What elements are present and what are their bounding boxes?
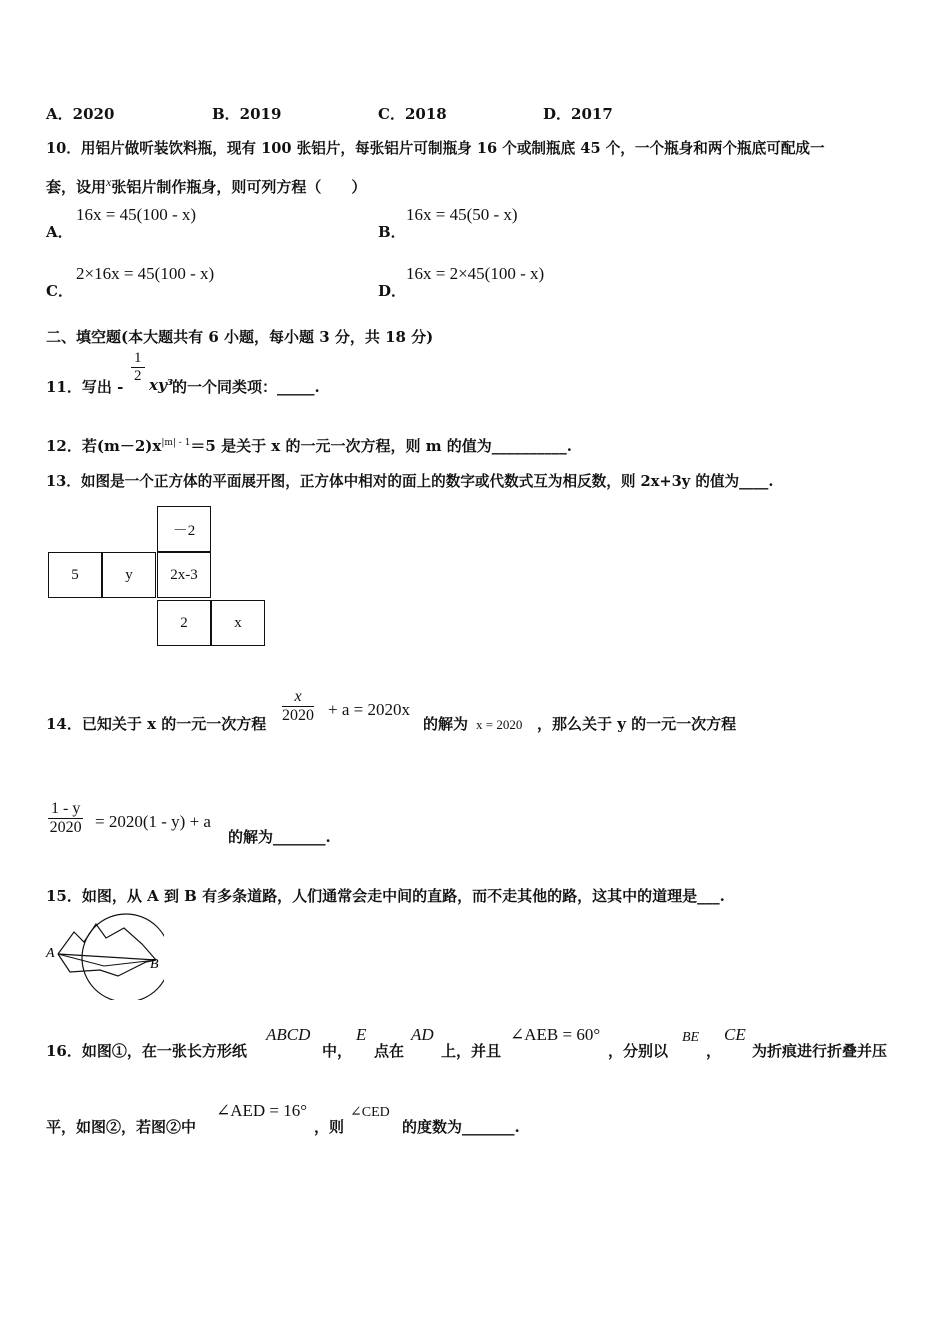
q16-p1: 16．如图①，在一张长方形纸 [46, 1042, 247, 1060]
section-title: 二、填空题(本大题共有 6 小题，每小题 3 分，共 18 分) [46, 328, 434, 346]
q9-option-b: B．2019 [212, 105, 282, 123]
q16-p4: 上，并且 [441, 1042, 502, 1060]
q14-suffix: ，那么关于 y 的一元一次方程 [537, 715, 737, 733]
q16-p3: 点在 [374, 1042, 405, 1060]
q16-p7: 为折痕进行折叠并压 [752, 1042, 888, 1060]
q11-suffix: 的一个同类项：_____. [172, 378, 320, 396]
q14-fraction-2: $\frac{1 - y}{2020}$ [49, 800, 82, 836]
q14-prefix: 14．已知关于 x 的一元一次方程 [46, 715, 267, 733]
q10-option-b-label: B． [378, 223, 406, 241]
q11-fraction: $\frac{1}{2}$ [131, 350, 145, 385]
q14-fraction: $\frac{x}{2020}$ [282, 688, 314, 724]
label-a: A [46, 946, 55, 961]
path-diagram [44, 910, 164, 1000]
q16-abcd: ABCD [266, 1025, 311, 1044]
q16-p8: 平，如图②，若图②中 [46, 1118, 197, 1136]
q10-stem-line1: 10．用铝片做听装饮料瓶，现有 100 张铝片，每张铝片可制瓶身 16 个或制瓶底 45 个，一个瓶身和两个瓶底可配成一 [46, 140, 825, 157]
q9-option-c: C．2018 [378, 105, 447, 123]
q9-option-a: A．2020 [46, 105, 115, 123]
q14-equation2-rest: = 2020(1 - y) + a [95, 812, 211, 831]
q16-p2: 中， [322, 1042, 353, 1060]
q16-angle3: ∠CED [350, 1105, 390, 1120]
straight-path [58, 954, 156, 960]
q10-option-a-equation: 16x = 45(100 - x) [76, 205, 197, 224]
q16-p6: ， [706, 1042, 722, 1060]
q14-end: 的解为_______. [228, 828, 331, 846]
q16-be: BE [682, 1030, 700, 1045]
net-cell-3: 2x-3 [157, 552, 211, 598]
net-cell-bottom-2: x [211, 600, 265, 646]
q9-option-d: D．2017 [543, 105, 613, 123]
q16-p9: ，则 [314, 1118, 345, 1136]
q16-e: E [356, 1025, 367, 1044]
q10-stem-line2: 套，设用$^x$张铝片制作瓶身，则可列方程（ ） [46, 175, 367, 196]
q10-variable-x: x [106, 175, 112, 189]
net-cell-bottom-1: 2 [157, 600, 211, 646]
q10-option-d-equation: 16x = 2×45(100 - x) [406, 264, 545, 283]
net-cell-top: －2 [157, 506, 211, 552]
q16-angle2: ∠AED = 16° [216, 1101, 308, 1120]
q15-text: 15．如图，从 A 到 B 有多条道路，人们通常会走中间的直路，而不走其他的路，这其中的道理是___. [46, 887, 725, 905]
net-cell-1: 5 [48, 552, 102, 598]
q14-mid: 的解为 [423, 715, 469, 733]
q14-solution: x = 2020 [476, 717, 523, 732]
label-b: B [150, 957, 159, 972]
q16-angle1: ∠AEB = 60° [510, 1025, 601, 1044]
q10-option-b-equation: 16x = 45(50 - x) [406, 205, 518, 224]
q16-ad: AD [411, 1025, 434, 1044]
q10-option-a-label: A． [46, 223, 73, 241]
q10-option-d-label: D． [378, 282, 407, 300]
q12-text: 12．若$(m-2)x^{|m| - 1}=5$ 是关于 x 的一元一次方程，则 m 的值为__________. [46, 437, 573, 455]
q13-text: 13．如图是一个正方体的平面展开图，正方体中相对的面上的数字或代数式互为相反数，则 2x+3y 的值为____. [46, 473, 774, 490]
q16-ce: CE [724, 1025, 746, 1044]
q10-option-c-label: C． [46, 282, 73, 300]
net-cell-2: y [102, 552, 156, 598]
q14-equation-rest: + a = 2020x [328, 700, 410, 719]
q11-term: xy³ [149, 376, 174, 394]
q10-option-c-equation: 2×16x = 45(100 - x) [76, 264, 215, 283]
q16-p10: 的度数为_______. [402, 1118, 520, 1136]
q16-p5: ，分别以 [608, 1042, 669, 1060]
q11-prefix: 11．写出 - [46, 378, 124, 396]
